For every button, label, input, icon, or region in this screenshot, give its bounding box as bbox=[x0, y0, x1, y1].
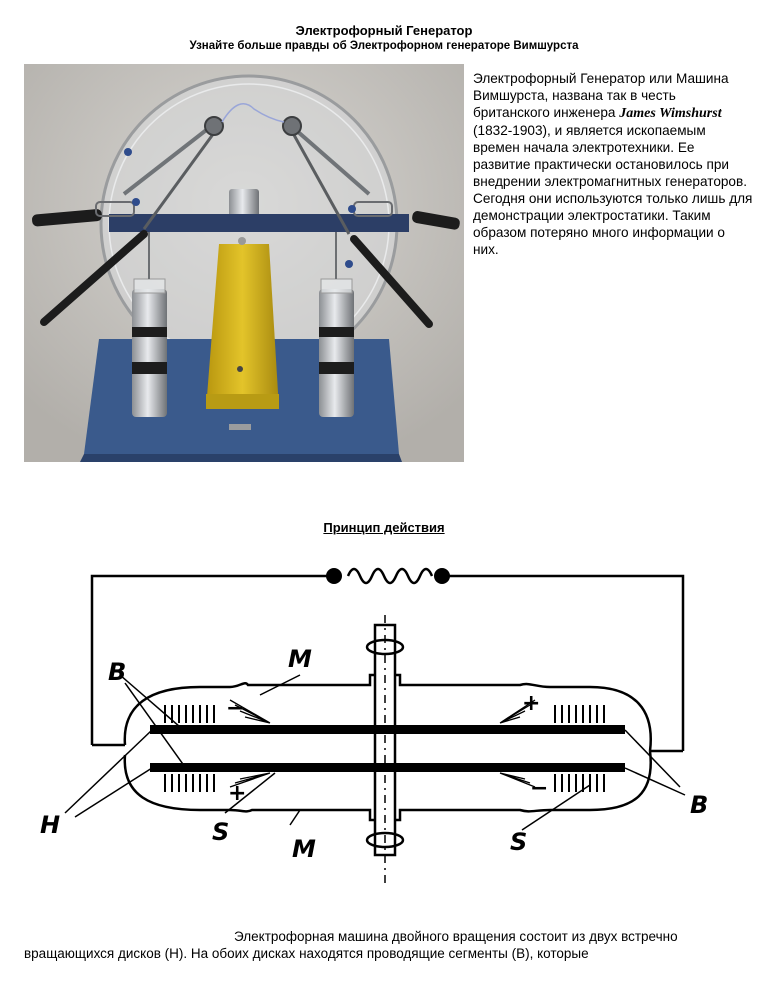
label-b-left: B bbox=[108, 658, 127, 686]
intro-text-part2: (1832-1903), и является ископаемым времен начала электротехники. Ее развитие практически остановилось при внедрении электромагнитных генераторов. Сегодня они используются только лишь для демонстрации электростатики. Таким образом потеряно много информации о них. bbox=[473, 123, 753, 257]
section-heading: Принцип действия bbox=[323, 520, 445, 535]
body-text-line2: вращающихся дисков (Н). На обоих дисках находятся проводящие сегменты (В), которые bbox=[24, 946, 589, 961]
label-s-right: S bbox=[510, 828, 528, 856]
page-title: Электрофорный Генератор bbox=[295, 23, 473, 38]
label-b-right: B bbox=[690, 791, 709, 819]
plus-bottom-left: + bbox=[228, 781, 247, 806]
plus-top-right: + bbox=[522, 691, 541, 716]
page-subtitle: Узнайте больше правды об Электрофорном генераторе Вимшурста bbox=[189, 40, 579, 52]
intro-paragraph bbox=[473, 70, 753, 258]
intro-text-part1: Электрофорный Генератор или Машина Вимшурста, названа так в честь британского инженера bbox=[473, 71, 729, 120]
label-m-top: M bbox=[288, 645, 312, 673]
minus-top-left: − bbox=[226, 696, 245, 721]
label-h: H bbox=[40, 811, 61, 839]
wimshurst-machine-photo bbox=[24, 64, 464, 462]
label-s-left: S bbox=[212, 818, 230, 846]
label-m-bottom: M bbox=[292, 835, 316, 863]
minus-bottom-right: − bbox=[530, 776, 549, 801]
principle-diagram bbox=[30, 555, 730, 895]
body-text-line1: Электрофорная машина двойного вращения состоит из двух встречно bbox=[234, 929, 678, 944]
inventor-name: James Wimshurst bbox=[619, 106, 722, 121]
